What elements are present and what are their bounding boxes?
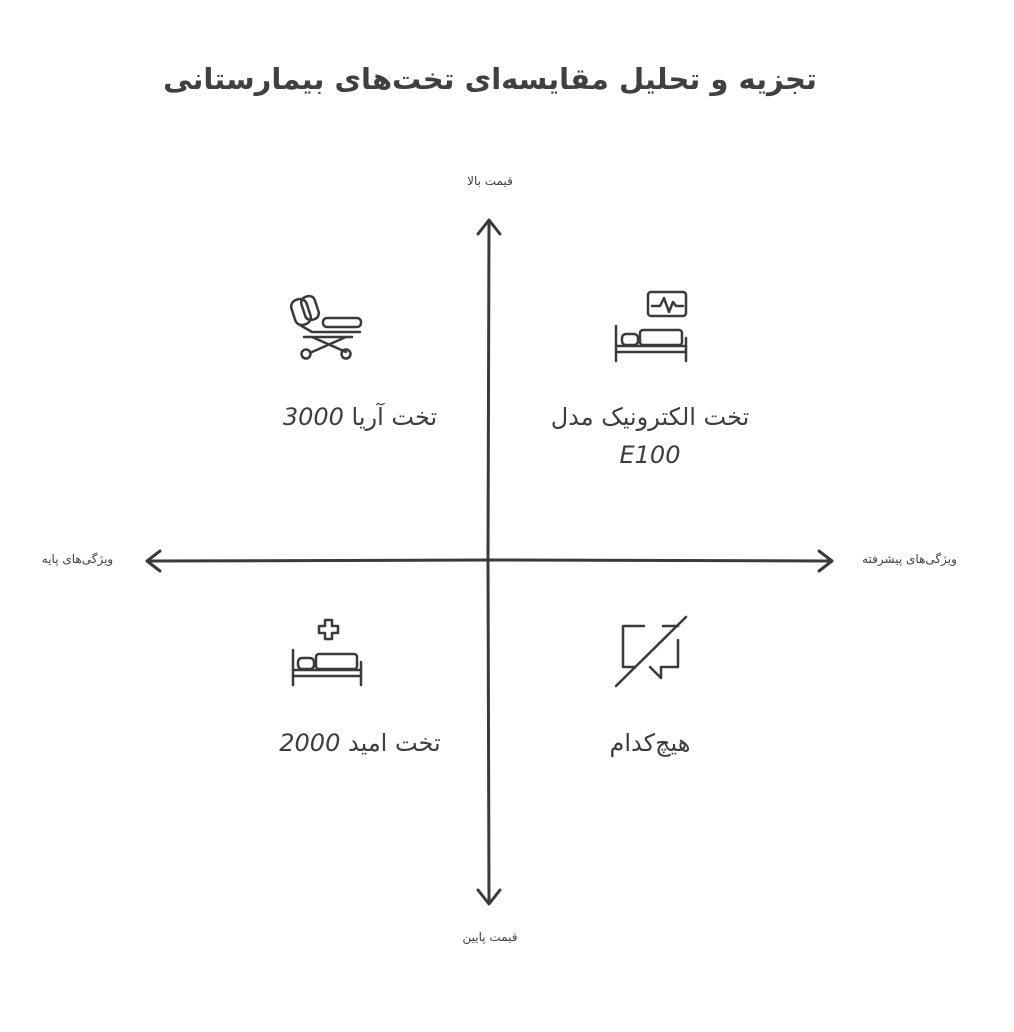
bed-name: هیچ‌کدام [609,729,691,757]
bed-name: تخت الکترونیک مدل [550,403,750,431]
quadrant-top-right-label [520,398,780,474]
bed-with-cross-icon [293,620,361,685]
bed-model: E100 [619,441,681,469]
axis-label-left: ویژگی‌های پایه [41,552,114,566]
quadrant-bottom-right-label [520,724,780,762]
no-message-icon [616,617,686,686]
quadrant-top-left-label [230,398,490,436]
axis-label-top: قیمت بالا [467,174,513,188]
bed-model: 2000 [279,729,341,757]
quadrant-bottom-left-label [230,724,490,762]
bed-name: تخت امید [347,729,441,757]
bed-model: 3000 [282,403,344,431]
diagram-title: تجزیه و تحلیل مقایسه‌ای تخت‌های بیمارستانی [163,62,817,96]
bed-with-monitor-icon [616,292,686,361]
axis-label-right: ویژگی‌های پیشرفته [862,552,957,566]
reclining-stretcher-icon [289,294,361,358]
axis-label-bottom: قیمت پایین [462,930,518,944]
vertical-axis [478,220,500,904]
bed-name: تخت آریا [351,403,438,431]
